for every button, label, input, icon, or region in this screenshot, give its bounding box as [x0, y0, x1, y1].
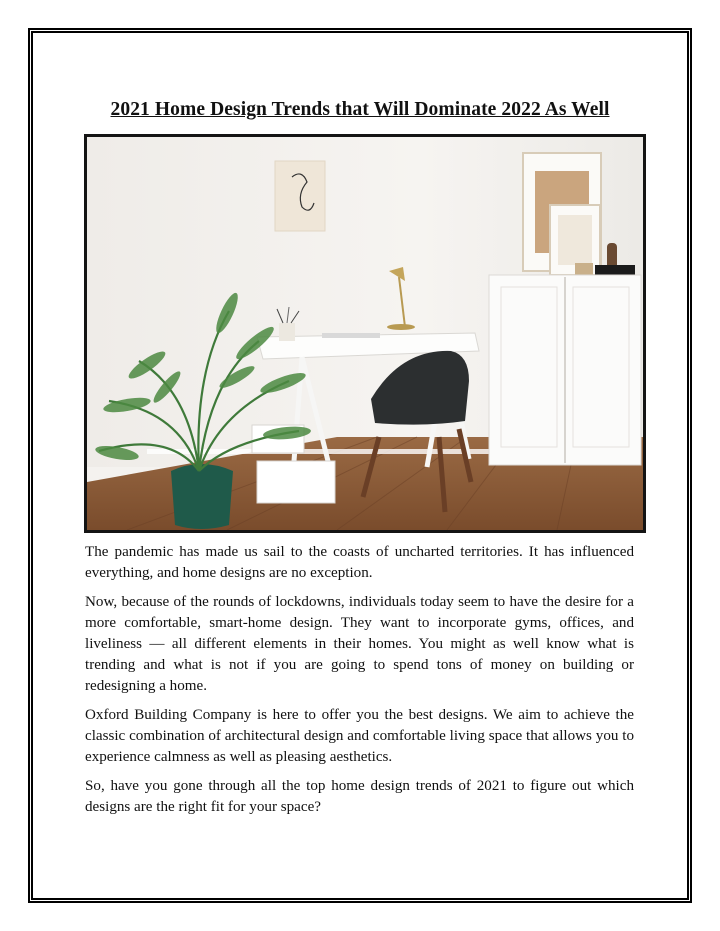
document-title: 2021 Home Design Trends that Will Dominate 2022 As Well: [110, 99, 610, 121]
desk-lamp: [387, 324, 415, 330]
paragraph-3: Oxford Building Company is here to offer you the best designs. We aim to achieve the classic combination of architectural design and comfortable living space that allows you to experience calmness as well as pleasing aesthetics.: [85, 707, 634, 765]
home-office-illustration: [87, 137, 643, 530]
paragraph-1: The pandemic has made us sail to the coasts of uncharted territories. It has influenced everything, and home designs are no exception.: [85, 544, 634, 581]
laptop: [322, 333, 380, 338]
paragraph-2: Now, because of the rounds of lockdowns, individuals today seem to have the desire for a more comfortable, smart-home design. They want to incorporate gyms, offices, and liveliness — all different elements in their homes. You might as well know what is trending and what is not if you are going to spend tons of money on building or redesigning a home.: [85, 594, 634, 694]
plant-pot: [171, 464, 233, 529]
box: [595, 265, 635, 275]
article-body: [85, 542, 634, 826]
paragraph-4: So, have you gone through all the top home design trends of 2021 to figure out which designs are the right fit for your space?: [85, 778, 634, 815]
pencil-cup: [279, 323, 295, 341]
basket: [575, 263, 593, 275]
home-office-photo: [84, 134, 646, 533]
storage-box-bottom: [257, 461, 335, 503]
